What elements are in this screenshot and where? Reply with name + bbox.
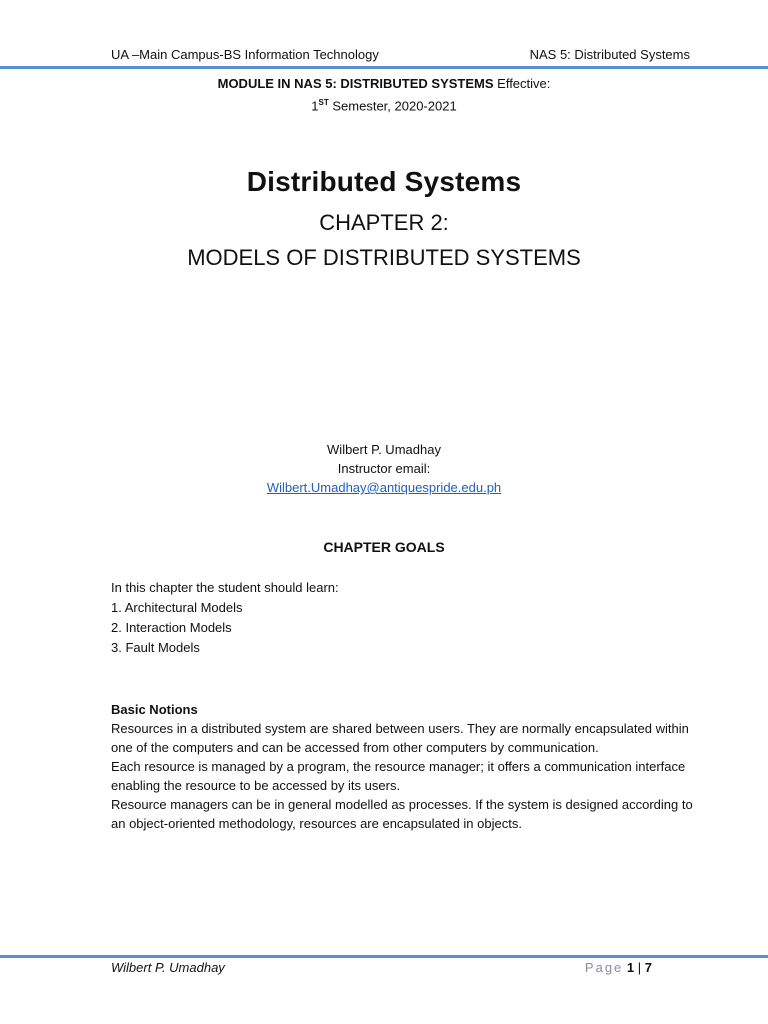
header-rule xyxy=(0,66,768,69)
notions-paragraph: Resource managers can be in general modelled as processes. If the system is designed according to an object-oriented methodology, resources are encapsulated in objects. xyxy=(111,797,693,831)
chapter-number: CHAPTER 2: xyxy=(319,210,449,235)
page-number: 1 xyxy=(626,960,635,975)
document-title: Distributed Systems xyxy=(246,166,522,197)
instructor-email-link[interactable]: Wilbert.Umadhay@antiquespride.edu.ph xyxy=(266,480,502,495)
footer-author: Wilbert P. Umadhay xyxy=(111,960,225,975)
email-label: Instructor email: xyxy=(337,461,431,476)
page-indicator xyxy=(585,960,652,975)
basic-notions-heading: Basic Notions xyxy=(111,702,198,717)
basic-notions-section xyxy=(111,700,701,833)
semester-superscript: ST xyxy=(318,98,329,107)
goal-item: 1. Architectural Models xyxy=(111,600,243,615)
header-subject: NAS 5: Distributed Systems xyxy=(529,47,690,62)
author-name: Wilbert P. Umadhay xyxy=(327,442,441,457)
goals-list xyxy=(111,578,701,658)
header-course: UA –Main Campus-BS Information Technology xyxy=(111,47,379,62)
notions-paragraph: Each resource is managed by a program, the resource manager; it offers a communication interface enabling the resource to be accessed by its users. xyxy=(111,759,686,793)
goals-intro: In this chapter the student should learn: xyxy=(111,580,339,595)
footer-rule xyxy=(0,955,768,958)
semester-number: 1 xyxy=(311,98,319,114)
page-total: 7 xyxy=(644,960,652,975)
chapter-goals-heading: CHAPTER GOALS xyxy=(323,539,445,555)
module-heading xyxy=(0,74,768,115)
module-title: MODULE IN NAS 5: DISTRIBUTED SYSTEMS xyxy=(217,76,494,91)
goal-item: 3. Fault Models xyxy=(111,640,200,655)
semester-text: Semester, 2020-2021 xyxy=(328,98,457,114)
page-separator: | xyxy=(634,960,645,975)
page-word: Page xyxy=(584,960,624,975)
chapter-name: MODELS OF DISTRIBUTED SYSTEMS xyxy=(187,245,581,270)
module-effective: Effective: xyxy=(493,76,551,91)
goal-item: 2. Interaction Models xyxy=(111,620,232,635)
notions-paragraph: Resources in a distributed system are shared between users. They are normally encapsulated within one of the computers and can be accessed from other computers by communication. xyxy=(111,721,689,755)
author-block xyxy=(0,440,768,497)
semester-line xyxy=(0,93,768,115)
